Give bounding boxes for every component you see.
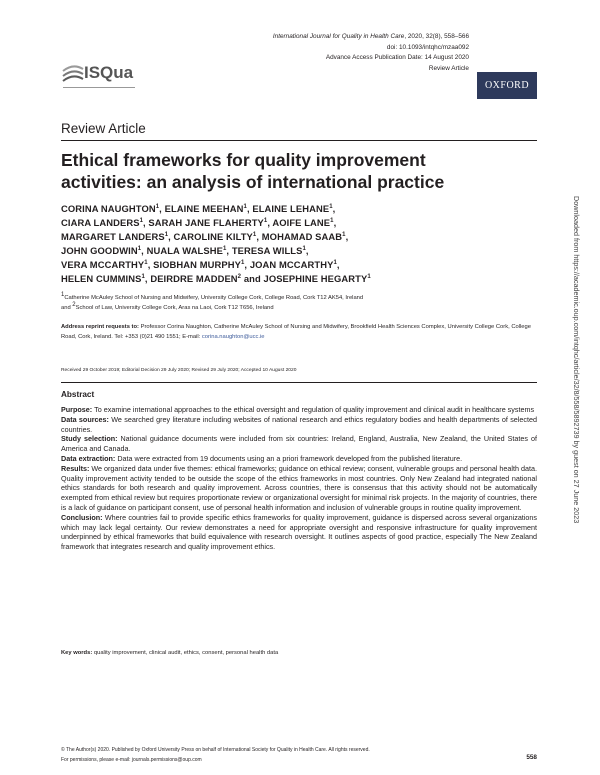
abstract-section xyxy=(61,513,537,552)
header-divider xyxy=(61,140,537,141)
author-separator: , xyxy=(143,217,149,229)
author-affiliation-marker: 2 xyxy=(237,274,242,281)
author-separator: , xyxy=(244,259,250,271)
keywords-text: quality improvement, clinical audit, ethics, consent, personal health data xyxy=(93,650,279,656)
author-name: AOIFE LANE xyxy=(272,217,331,229)
isqua-logo xyxy=(61,57,141,93)
journal-citation: , 2020, 32(8), 558–566 xyxy=(404,33,469,40)
abstract-section-text: Where countries fail to provide specific ethics frameworks for quality improvement, guidance is dispersed across several organizations which may lack legal certainty. Our review demonstrates a need for appropriate oversight and responsive infrastructure for quality improvement underpinned by ethical frameworks that build equivalence with research oversight. It outlines aspects of good practice, especially The New Zealand framework that integrates research and quality improvement ethics. xyxy=(61,512,537,552)
author-name: NUALA WALSHE xyxy=(146,245,223,257)
author-separator: , xyxy=(336,259,340,271)
author-affiliation-marker: 1 xyxy=(240,260,245,267)
abstract-section-label: Data sources: xyxy=(61,414,112,424)
author-affiliation-marker: 1 xyxy=(263,217,268,224)
oxford-logo-text: OXFORD xyxy=(484,80,530,91)
oxford-logo xyxy=(477,72,537,99)
author-name: JOAN MCCARTHY xyxy=(249,259,334,271)
author-affiliation-marker: 1 xyxy=(144,260,148,267)
journal-name: International Journal for Quality in Health Care xyxy=(272,33,405,40)
author-affiliation-marker: 1 xyxy=(342,232,346,239)
keywords-label: Key words: xyxy=(61,650,93,656)
author-name: SARAH JANE FLAHERTY xyxy=(148,217,264,229)
page-number: 558 xyxy=(526,754,537,761)
abstract-section xyxy=(61,464,537,513)
author-affiliation-marker: 1 xyxy=(329,203,333,210)
abstract-heading: Abstract xyxy=(61,390,95,399)
abstract-section xyxy=(61,434,537,454)
affiliation-2: School of Law, University College Cork, Aras na Laoi, Cork T12 T656, Ireland xyxy=(75,305,274,311)
affiliation-1: Catherine McAuley School of Nursing and Midwifery, University College Cork, College Road, Cork T12 AK54, Ireland xyxy=(64,295,364,301)
author-affiliation-marker: 1 xyxy=(252,232,257,239)
abstract-section-label: Data extraction: xyxy=(61,453,118,463)
download-note xyxy=(574,196,588,566)
author-name: DEIRDRE MADDEN xyxy=(150,273,238,285)
author-name: VERA MCCARTHY xyxy=(61,259,145,271)
affiliation-2-marker: 2 xyxy=(72,302,76,309)
author-separator: , xyxy=(147,259,154,271)
author-separator: , xyxy=(305,245,309,257)
copyright-notice: © The Author(s) 2020. Published by Oxford University Press on behalf of International Society for Quality in Health Care. All rights reserved. xyxy=(61,747,370,753)
advance-access-date: Advance Access Publication Date: 14 August 2020 xyxy=(325,54,469,61)
author-separator: , xyxy=(267,217,273,229)
affiliation-1-marker: 1 xyxy=(61,292,65,299)
author-separator: , xyxy=(345,231,349,243)
isqua-logo-text: ISQua xyxy=(84,63,134,82)
author-affiliation-marker: 1 xyxy=(155,203,160,210)
doi[interactable]: doi: 10.1093/intqhc/mzaa092 xyxy=(386,43,469,51)
abstract-section-text: Data were extracted from 19 documents using an a priori framework developed from the published literature. xyxy=(117,453,463,463)
section-label: Review Article xyxy=(61,121,146,136)
article-title: Ethical frameworks for quality improvement activities: an analysis of international practice xyxy=(61,150,445,192)
author-name: JOSEPHINE HEGARTY xyxy=(263,273,368,285)
author-separator: , xyxy=(144,273,151,285)
author-name: SIOBHAN MURPHY xyxy=(153,259,241,271)
author-separator: , xyxy=(256,231,262,243)
author-separator: , xyxy=(159,203,165,214)
author-name: CORINA NAUGHTON xyxy=(61,203,156,214)
abstract-section-label: Study selection: xyxy=(61,434,121,444)
author-affiliation-marker: 1 xyxy=(164,232,169,239)
author-name: CAROLINE KILTY xyxy=(173,231,253,243)
author-separator: , xyxy=(141,245,147,257)
download-note-text: Downloaded from https://academic.oup.com/intqhc/article/32/8/558/5892739 by guest on 27 June 2023 xyxy=(572,196,581,524)
author-name: JOHN GOODWIN xyxy=(61,245,138,257)
keywords xyxy=(61,650,537,656)
author-affiliation-marker: 1 xyxy=(367,274,371,281)
abstract-section-text: To examine international approaches to the ethical oversight and regulation of quality improvement and clinical audit in healthcare systems xyxy=(94,405,535,414)
article-type: Review Article xyxy=(428,64,469,72)
journal-header xyxy=(273,32,469,74)
affiliations xyxy=(61,293,501,313)
author-separator: and xyxy=(241,273,264,285)
author-separator: , xyxy=(226,245,232,257)
footer xyxy=(61,745,370,765)
author-affiliation-marker: 1 xyxy=(302,246,306,253)
reprint-label: Address reprint requests to: xyxy=(61,324,139,330)
author-name: HELEN CUMMINS xyxy=(61,273,142,285)
author-name: ELAINE MEEHAN xyxy=(164,203,244,214)
permissions-notice: For permissions, please e-mail: journals.permissions@oup.com xyxy=(61,757,202,763)
author-affiliation-marker: 1 xyxy=(137,246,142,253)
author-affiliation-marker: 1 xyxy=(139,217,143,224)
author-name: ELAINE LEHANE xyxy=(252,203,330,214)
reprint-text: Professor Corina Naughton, Catherine McAuley School of Nursing and Midwifery, Brookfield Health Sciences Complex, University College Cork, College Road, Cork, Ireland. Tel: +353 (0)21 490 1551; E-mail: xyxy=(61,324,531,340)
author-separator: , xyxy=(246,203,253,214)
author-name: CIARA LANDERS xyxy=(61,217,140,229)
author-name: TERESA WILLS xyxy=(231,245,303,257)
author-affiliation-marker: 1 xyxy=(222,246,227,253)
author-name: MOHAMAD SAAB xyxy=(261,231,343,243)
author-name: MARGARET LANDERS xyxy=(61,231,165,243)
abstract-section-text: We searched grey literature including websites of national research and ethics regulatory bodies and health departments of selected countries. xyxy=(61,414,537,434)
author-affiliation-marker: 1 xyxy=(333,260,337,267)
abstract-body xyxy=(61,405,537,552)
author-separator: , xyxy=(333,217,337,229)
author-affiliation-marker: 1 xyxy=(141,274,145,281)
author-email-link[interactable]: corina.naughton@ucc.ie xyxy=(201,334,265,340)
author-affiliation-marker: 1 xyxy=(243,203,247,210)
abstract-section-label: Purpose: xyxy=(61,405,95,414)
author-affiliation-marker: 1 xyxy=(330,217,334,224)
abstract-section-label: Conclusion: xyxy=(61,512,105,522)
author-separator: , xyxy=(332,203,336,214)
affiliation-and: and xyxy=(61,305,73,311)
author-separator: , xyxy=(168,231,174,243)
abstract-top-rule xyxy=(61,382,537,383)
abstract-section-label: Results: xyxy=(61,463,92,473)
abstract-section xyxy=(61,454,537,464)
abstract-section xyxy=(61,415,537,435)
author-list xyxy=(61,202,481,287)
reprint-address xyxy=(61,322,537,342)
article-dates: Received 29 October 2019; Editorial Decision 29 July 2020; Revised 29 July 2020; Accepted 10 August 2020 xyxy=(61,368,297,373)
abstract-section-text: National guidance documents were included from six countries: Ireland, England, Australia, New Zealand, the United States of America and Canada. xyxy=(61,434,537,454)
abstract-section-text: We organized data under five themes: ethical frameworks; guidance on ethical review; consent, vulnerable groups and personal health data. Quality improvement activity tended to be outside the scope of the ethics frameworks in most countries. Only New Zealand had integrated national ethics standards for both research and quality improvement. Across countries, there is consensus that this activity should not be automatically exempted from ethical review but requires proportionate review or organizational oversight for minimal risk projects. In the majority of countries, there is a lack of guidance on participant consent, use of personal health information and inclusion of vulnerable groups in routine quality improvement. xyxy=(61,463,537,512)
abstract-section xyxy=(61,405,537,415)
